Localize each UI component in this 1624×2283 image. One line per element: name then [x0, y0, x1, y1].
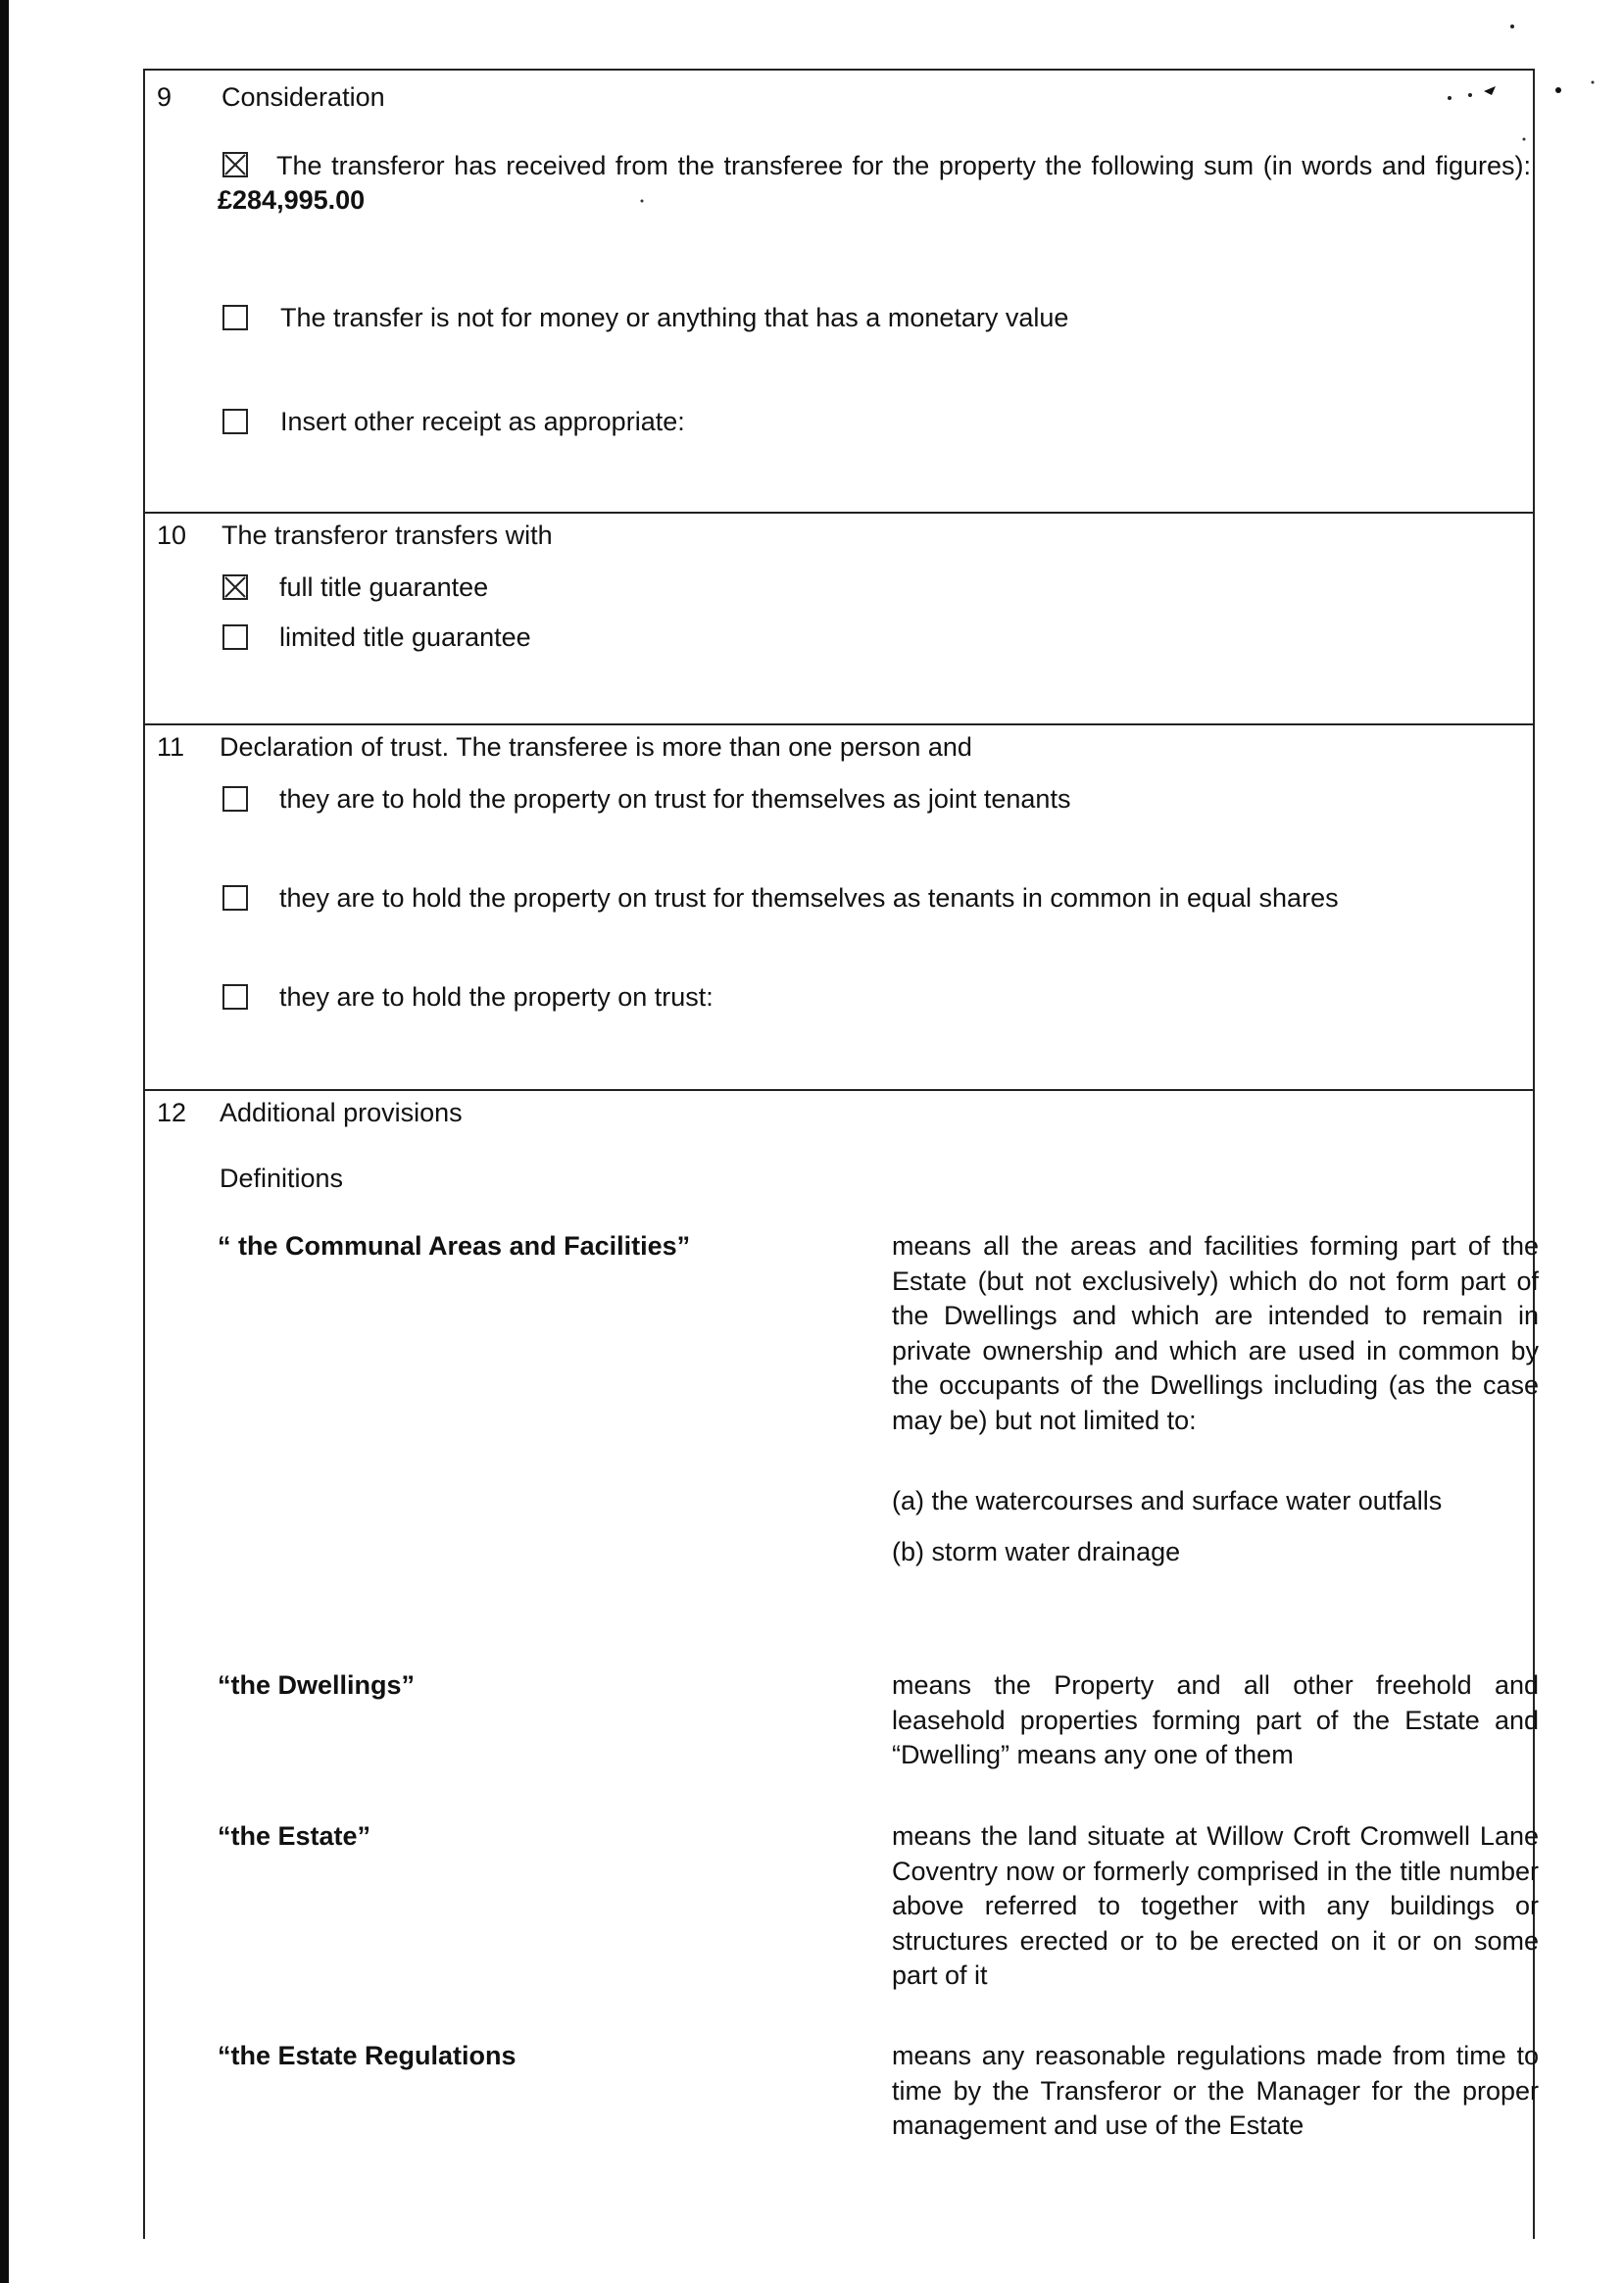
definition-meaning-text: means the Property and all other freehold and leasehold properties forming part of the Estate and “Dwelling” means any one of them	[892, 1670, 1539, 1769]
section-divider	[145, 1089, 1533, 1091]
full-title-checkbox[interactable]	[222, 574, 248, 600]
definition-meaning	[892, 1668, 1539, 1773]
section-9-title: Consideration	[221, 82, 385, 112]
other-receipt-text: Insert other receipt as appropriate:	[280, 407, 685, 436]
section-divider	[145, 512, 1533, 514]
hold-on-trust-text: they are to hold the property on trust:	[279, 982, 714, 1012]
not-money-text: The transfer is not for money or anything that has a monetary value	[280, 303, 1069, 332]
section-12-number: 12	[157, 1098, 187, 1127]
not-money-checkbox[interactable]	[222, 305, 248, 330]
section-10-number: 10	[157, 521, 187, 550]
limited-title-text: limited title guarantee	[279, 622, 531, 652]
definition-term: “ the Communal Areas and Facilities”	[218, 1231, 691, 1261]
limited-title-checkbox[interactable]	[222, 624, 248, 650]
definition-sub-item: (a) the watercourses and surface water outfalls	[892, 1486, 1443, 1515]
definition-term: “the Estate”	[218, 1821, 371, 1851]
tenants-in-common-checkbox[interactable]	[222, 885, 248, 911]
definition-meaning-text: means the land situate at Willow Croft Cromwell Lane Coventry now or formerly comprised in the title number above referred to together with any buildings or structures erected or to be erected on it or on some part of it	[892, 1821, 1539, 1990]
cross-mark-icon	[224, 576, 246, 598]
joint-tenants-text: they are to hold the property on trust for themselves as joint tenants	[279, 784, 1071, 814]
section-divider	[145, 723, 1533, 725]
consideration-received-label: The transferor has received from the transferee for the property the following sum (in words and figures):	[276, 151, 1531, 180]
section-12-title: Additional provisions	[220, 1098, 463, 1127]
definition-meaning-text: means any reasonable regulations made from time to time by the Transferor or the Manager for the proper management and use of the Estate	[892, 2041, 1539, 2140]
hold-on-trust-checkbox[interactable]	[222, 984, 248, 1010]
definition-meaning	[892, 1819, 1539, 1994]
definition-term: “the Estate Regulations	[218, 2041, 517, 2070]
definitions-heading: Definitions	[220, 1164, 344, 1193]
section-11-number: 11	[157, 732, 185, 762]
joint-tenants-checkbox[interactable]	[222, 786, 248, 812]
section-9-number: 9	[157, 82, 172, 112]
consideration-received-text	[218, 149, 1531, 218]
definition-term: “the Dwellings”	[218, 1670, 416, 1700]
section-10-title: The transferor transfers with	[221, 521, 553, 550]
transfer-form-page	[143, 69, 1539, 2239]
definition-meaning	[892, 2039, 1539, 2144]
other-receipt-checkbox[interactable]	[222, 409, 248, 434]
full-title-text: full title guarantee	[279, 572, 489, 602]
consideration-amount: £284,995.00	[218, 185, 366, 215]
tenants-in-common-text: they are to hold the property on trust for themselves as tenants in common in equal shares	[279, 883, 1339, 913]
section-11-title: Declaration of trust. The transferee is more than one person and	[220, 732, 972, 762]
definition-meaning	[892, 1229, 1539, 1438]
definition-meaning-text: means all the areas and facilities forming part of the Estate (but not exclusively) which do not form part of the Dwellings and which are intended to remain in private ownership and which are used in common by the occupants of the Dwellings including (as the case may be) but not limited to:	[892, 1231, 1539, 1435]
definition-sub-item: (b) storm water drainage	[892, 1537, 1181, 1566]
